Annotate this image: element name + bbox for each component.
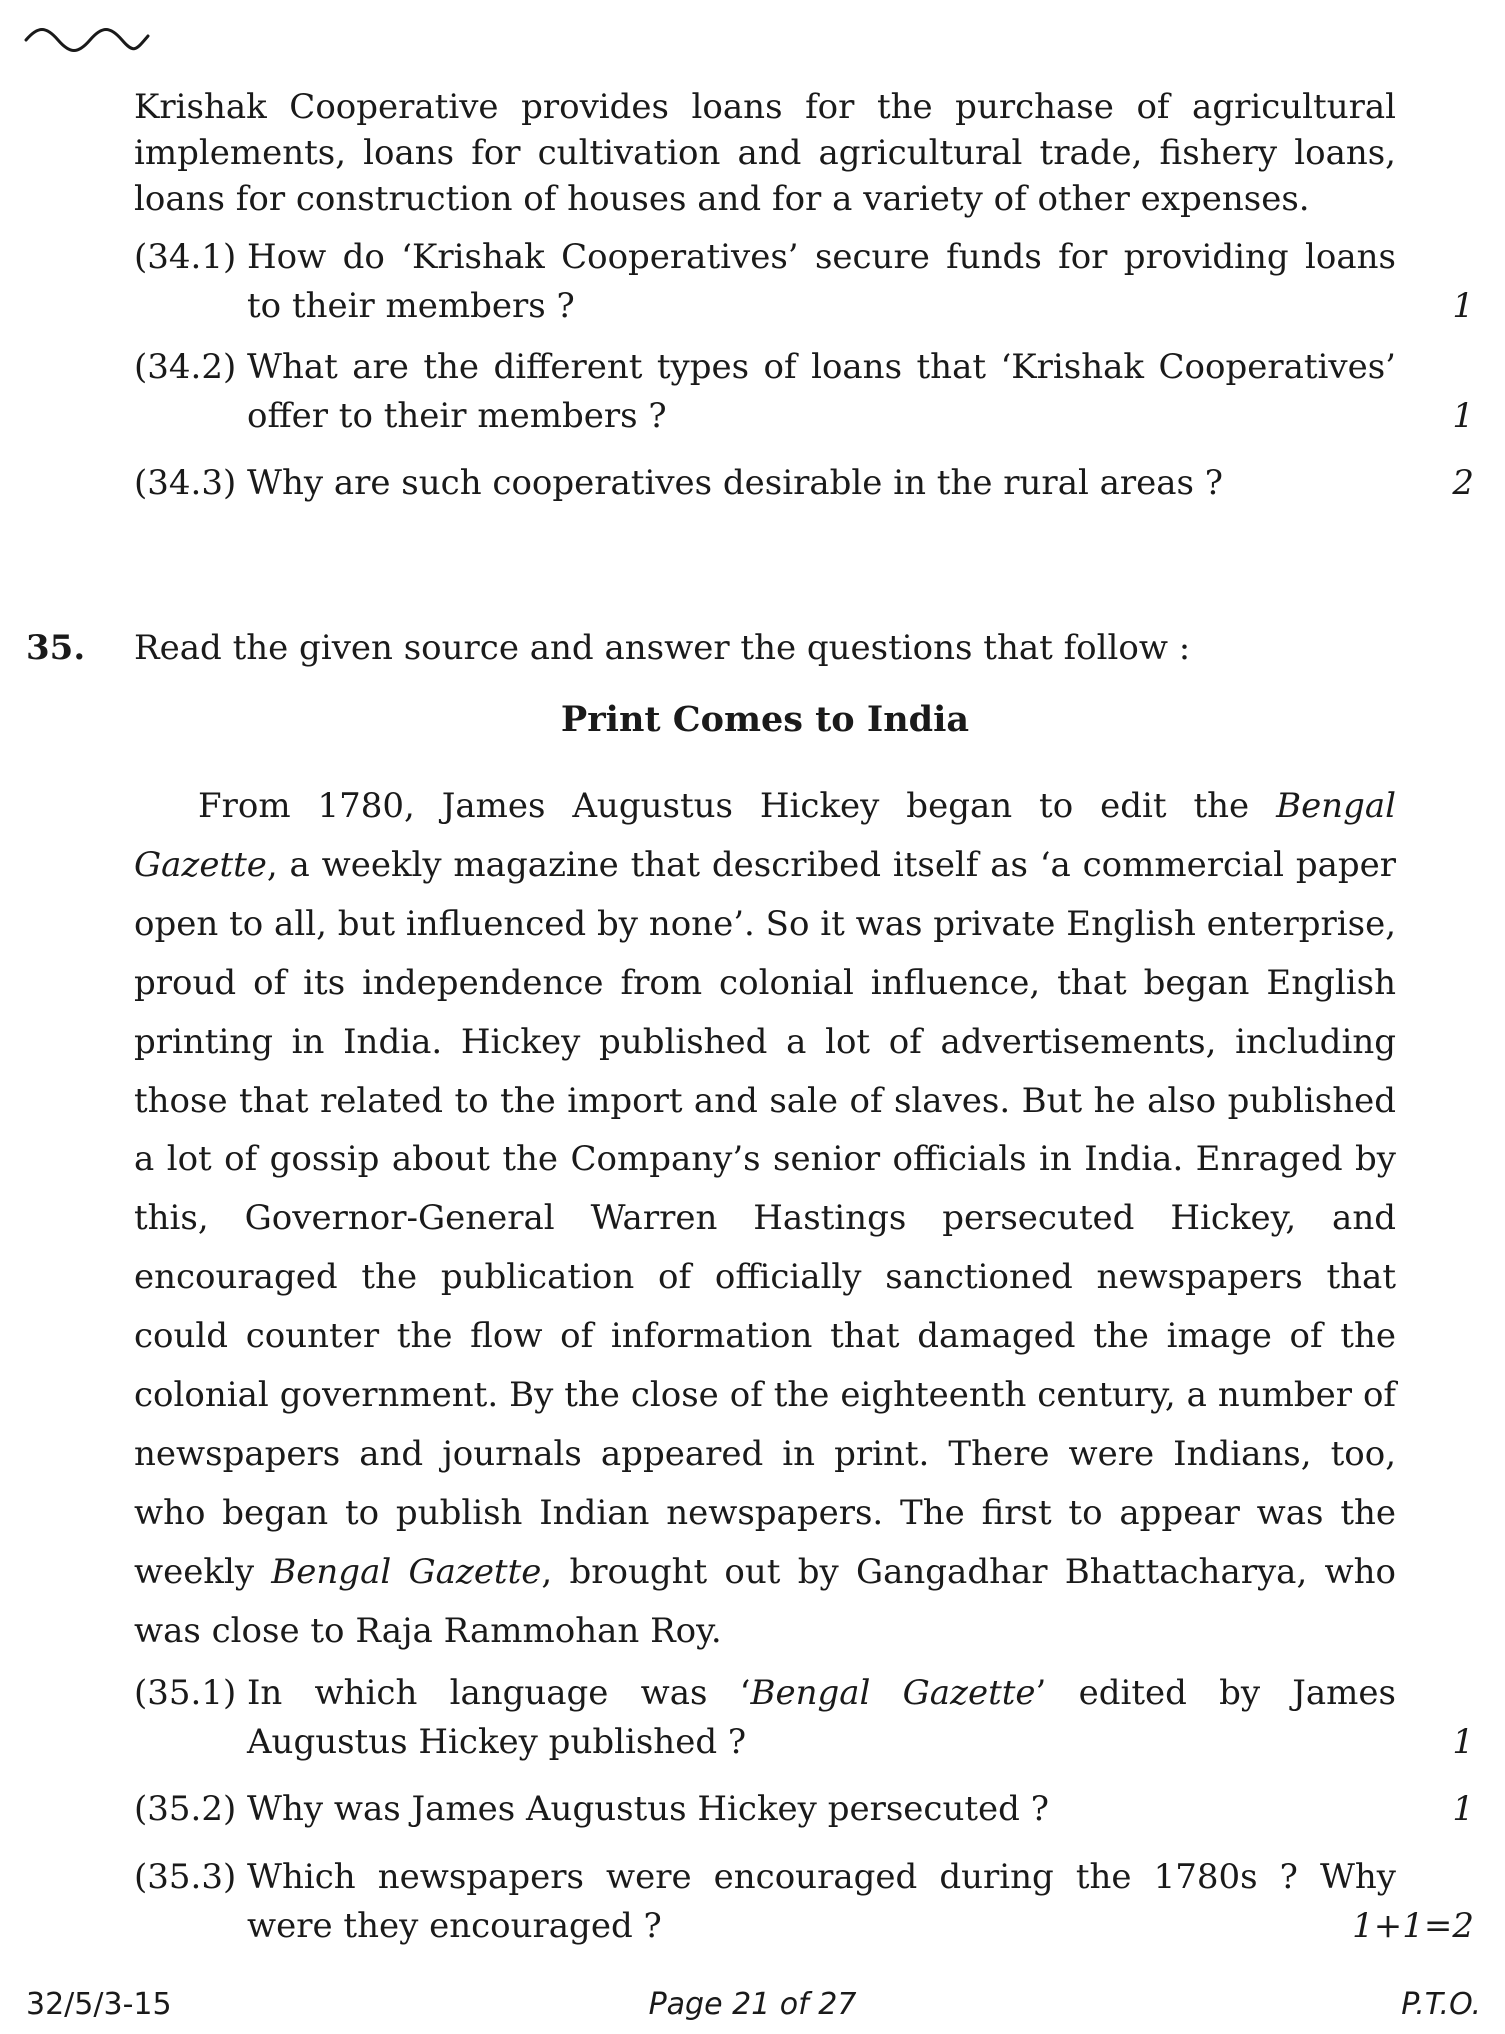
- source-passage: [134, 777, 1396, 1661]
- question-number: (34.2): [134, 347, 237, 387]
- question-number: (35.2): [134, 1789, 237, 1829]
- passage-text: From 1780, James Augustus Hickey began to edit the: [198, 786, 1277, 826]
- question-text: What are the different types of loans that ‘Krishak Cooperatives’ offer to their members ?: [247, 347, 1396, 436]
- page-number: Page 21 of 27: [648, 1987, 857, 2022]
- question-number: (34.3): [134, 463, 237, 503]
- marks: 1: [1452, 1789, 1474, 1829]
- question-34-2: [134, 343, 1474, 441]
- passage-text: , a weekly magazine that described itself as ‘a commercial paper open to all, but influenced by none’. So it was private English enterprise, proud of its independence from colonial influence, that began English printing in India. Hickey published a lot of advertisements, including those that related to the import and sale of slaves. But he also published a lot of gossip about the Company’s senior officials in India. Enraged by this, Governor-General Warren Hastings persecuted Hickey, and encouraged the publication of officially sanctioned newspapers that could counter the flow of information that damaged the image of the colonial government. By the close of the eighteenth century, a number of newspapers and journals appeared in print. There were Indians, too, who began to publish Indian newspapers. The first to appear was the weekly: [134, 844, 1396, 1592]
- marks: 1: [1452, 396, 1474, 436]
- intro-paragraph: Krishak Cooperative provides loans for the purchase of agricultural implements, loans for cultivation and agricultural trade, fishery loans, loans for construction of houses and for a variety of other expenses.: [134, 87, 1396, 219]
- passage-emphasis: Bengal Gazette: [271, 1551, 542, 1592]
- marks: 1+1=2: [1352, 1906, 1474, 1946]
- question-text: Why was James Augustus Hickey persecuted ?: [247, 1789, 1049, 1829]
- squiggle-mark: [24, 22, 154, 54]
- question-35-instruction: Read the given source and answer the questions that follow :: [134, 628, 1191, 668]
- passage-emphasis: Bengal Gazette: [134, 786, 1396, 885]
- question-text: [247, 1669, 1396, 1767]
- question-35-2: [134, 1785, 1474, 1834]
- marks: 1: [1452, 1722, 1474, 1762]
- question-text-part: In which language was ‘: [247, 1673, 751, 1713]
- pto-label: P.T.O.: [1401, 1987, 1481, 2022]
- marks: 1: [1452, 286, 1474, 326]
- question-34-3: [134, 459, 1474, 508]
- paper-code: 32/5/3-15: [26, 1987, 172, 2022]
- question-text: Which newspapers were encouraged during the 1780s ? Why were they encouraged ?: [247, 1857, 1396, 1946]
- source-title: Print Comes to India: [560, 699, 970, 740]
- question-text: How do ‘Krishak Cooperatives’ secure funds for providing loans to their members ?: [247, 237, 1396, 326]
- question-35-1: [134, 1669, 1474, 1767]
- question-number: (34.1): [134, 237, 237, 277]
- question-text-emphasis: Bengal Gazette: [750, 1673, 1036, 1713]
- question-text: Why are such cooperatives desirable in the rural areas ?: [247, 463, 1224, 503]
- question-number: (35.3): [134, 1857, 237, 1897]
- question-34-1: [134, 233, 1474, 331]
- question-number-35: 35.: [26, 628, 86, 668]
- question-35-3: [134, 1853, 1474, 1951]
- marks: 2: [1452, 463, 1474, 503]
- question-number: (35.1): [134, 1673, 237, 1713]
- passage-text: , brought out by Gangadhar Bhattacharya, who was close to Raja Rammohan Roy.: [134, 1551, 1396, 1651]
- question-text-part: ’ edited by James Augustus Hickey published ?: [247, 1673, 1396, 1762]
